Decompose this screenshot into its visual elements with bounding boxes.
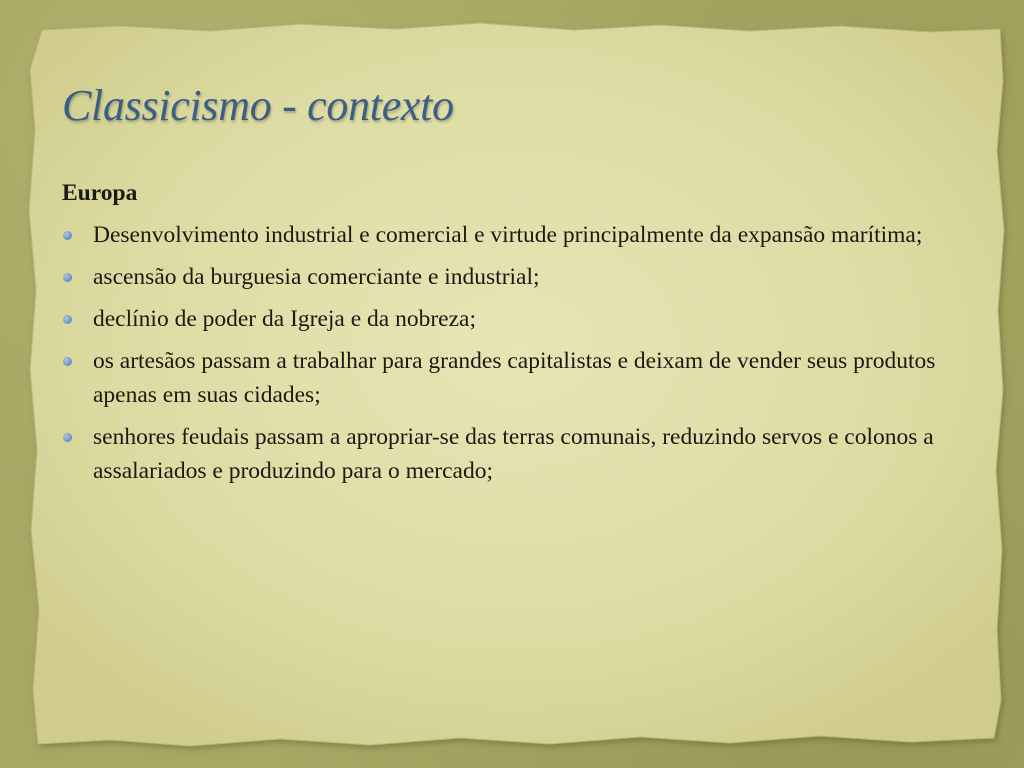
bullet-item xyxy=(62,344,962,412)
bullet-item xyxy=(62,420,962,488)
bullet-text: declínio de poder da Igreja e da nobreza; xyxy=(93,306,476,332)
bullet-text: senhores feudais passam a apropriar-se das terras comunais, reduzindo servos e colonos a assalariados e produzindo para o mercado; xyxy=(93,424,934,484)
bullet-dot-icon xyxy=(63,357,72,366)
slide-body xyxy=(62,176,962,496)
bullet-item xyxy=(62,302,962,336)
bullet-item xyxy=(62,218,962,252)
bullet-text: os artesãos passam a trabalhar para grandes capitalistas e deixam de vender seus produtos apenas em suas cidades; xyxy=(93,348,936,408)
bullet-item xyxy=(62,260,962,294)
bullet-dot-icon xyxy=(63,231,72,240)
bullet-dot-icon xyxy=(63,433,72,442)
bullet-list xyxy=(62,218,962,488)
bullet-dot-icon xyxy=(63,315,72,324)
bullet-dot-icon xyxy=(63,273,72,282)
section-heading-europa: Europa xyxy=(62,180,138,206)
bullet-text: ascensão da burguesia comerciante e industrial; xyxy=(93,264,540,290)
slide-title: Classicismo - contexto xyxy=(62,81,454,130)
bullet-text: Desenvolvimento industrial e comercial e virtude principalmente da expansão marítima; xyxy=(93,222,923,248)
